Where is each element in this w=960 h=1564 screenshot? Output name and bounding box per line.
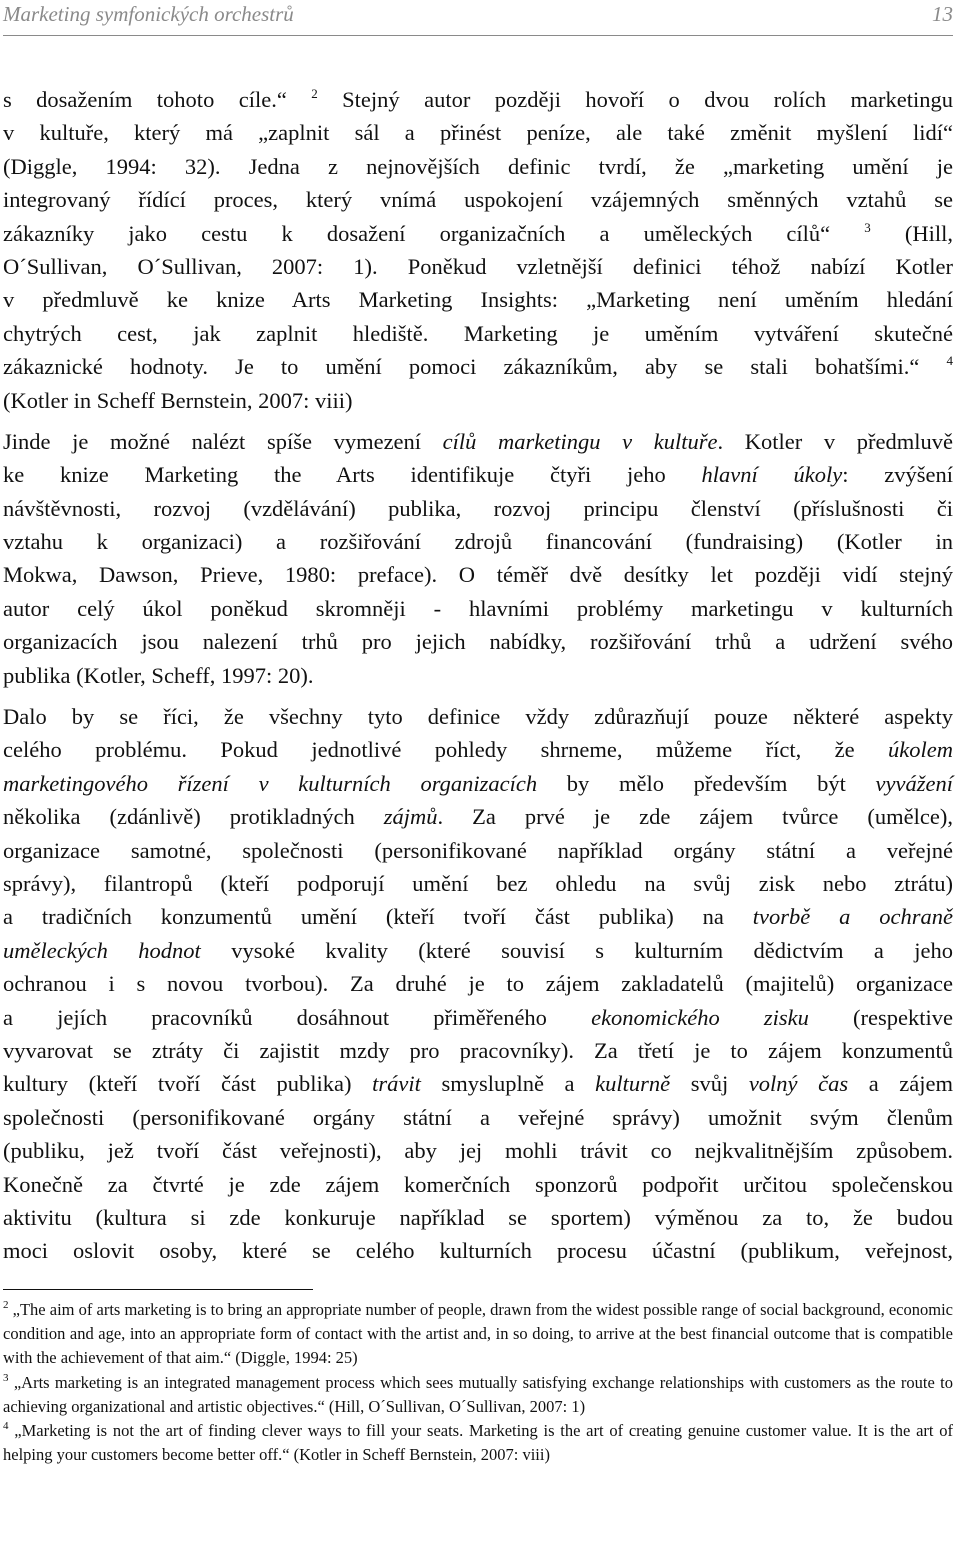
footnote-number: 2 [3,1299,9,1311]
text-line: uměleckých hodnot vysoké kvality (které souvisí s kulturním dědictvím a jeho [3,937,953,963]
text-line: v kultuře, který má „zaplnit sál a přinést peníze, ale také změnit myšlení lidí“ [3,120,953,146]
text-line: v předmluvě ke knize Arts Marketing Insights: „Marketing není uměním hledání [3,287,953,313]
text-line: ke knize Marketing the Arts identifikuje čtyři jeho hlavní úkoly: zvýšení [3,462,953,488]
footnote-separator [3,1289,313,1290]
text-line: (publiku, jež tvoří část veřejnosti), aby jej mohli trávit co nejkvalitnějším způsobem. [3,1138,953,1164]
text-line: integrovaný řídící proces, který vnímá uspokojení vzájemných směnných vztahů se [3,187,953,213]
text-line: několika (zdánlivě) protikladných zájmů. Za prvé je zde zájem tvůrce (umělce), [3,804,953,830]
footnote-text: „Arts marketing is an integrated management process which sees mutually satisfying exchange relationships with customers as the route to achieving organizational and artistic objectives.“ (Hill, O´Sullivan, O´Sullivan, 2007: 1) [3,1372,953,1416]
footnote-text: „The aim of arts marketing is to bring an appropriate number of people, drawn from the widest possible range of social background, economic condition and age, into an appropriate form of contact with the artist and, in so doing, to arrive at the best financial outcome that is compatible with the achievement of that aim.“ (Diggle, 1994: 25) [3,1300,954,1368]
text-line: aktivitu (kultura si zde konkuruje například se sportem) výměnou za to, že budou [3,1204,953,1230]
footnotes [3,1298,953,1467]
footnote-ref-3[interactable]: 3 [864,219,871,235]
text-line: zákaznické hodnoty. Je to umění pomoci zákazníkům, aby se stali bohatšími.“ $^4$ [3,353,953,380]
footnote-2 [3,1298,953,1371]
body-text [3,83,953,1268]
text-line: celého problému. Pokud jednotlivé pohledy shrneme, můžeme říct, že úkolem [3,737,953,763]
text-line: návštěvnosti, rozvoj (vzdělávání) publika, rozvoj principu členství (příslušnosti či [3,495,953,521]
text-line: Jinde je možné nalézt spíše vymezení cílů marketingu v kultuře. Kotler v předmluvě [3,428,953,454]
text-line: organizace samotné, společnosti (personifikované například orgány státní a veřejné [3,837,953,863]
footnote-ref-4[interactable]: 4 [946,353,953,369]
text-line: organizacích jsou nalezení trhů pro jejich nabídky, rozšiřování trhů a udržení svého [3,629,953,655]
paragraph-1 [3,83,953,417]
footnote-ref-2[interactable]: 2 [311,86,318,101]
text-line: autor celý úkol poněkud skromněji - hlavními problémy marketingu v kulturních [3,595,953,621]
footnote-number: 3 [3,1371,9,1384]
footnote-text: „Marketing is not the art of finding clever ways to fill your seats. Marketing is the art of creating genuine customer value. It is the art of helping your customers become better off.“ (Kotler in Scheff Bernstein, 2007: viii) [3,1421,954,1465]
text-line: kultury (kteří tvoří část publika) trávit smysluplně a kulturně svůj volný čas a zájem [3,1071,953,1097]
text-line: společnosti (personifikované orgány státní a veřejné správy) umožnit svým členům [3,1104,953,1130]
text-line: chytrých cest, jak zaplnit hlediště. Marketing je uměním vytváření skutečné [3,320,953,346]
text-line: ochranou i s novou tvorbou). Za druhé je to zájem zakladatelů (majitelů) organizace [3,971,953,997]
header-title: Marketing symfonických orchestrů [3,2,294,26]
text-line: Dalo by se říci, že všechny tyto definice vždy zdůrazňují pouze některé aspekty [3,704,953,730]
text-line: zákazníky jako cestu k dosažení organizačních a uměleckých cílů“ $^3$ (Hill, [3,219,953,246]
text-line: O´Sullivan, O´Sullivan, 2007: 1). Poněkud vzletnější definici téhož nabízí Kotler [3,253,953,279]
paragraph-3 [3,700,953,1268]
text-line: a jejích pracovníků dosáhnout přiměřeného ekonomického zisku (respektive [3,1004,953,1030]
text-line: (Kotler in Scheff Bernstein, 2007: viii) [3,387,353,413]
footnote-3 [3,1371,953,1419]
text-line: správy), filantropů (kteří podporují umění bez ohledu na svůj zisk nebo ztrátu) [3,870,953,896]
running-header [3,2,953,32]
text-line: s dosažením tohoto cíle.“ $^2$ Stejný autor později hovoří o dvou rolích marketingu [3,86,953,112]
text-line: Mokwa, Dawson, Prieve, 1980: preface). O téměř dvě desítky let později vidí stejný [3,562,953,588]
text-line: Konečně za čtvrté je zde zájem komerčních sponzorů podpořit určitou společenskou [3,1171,953,1197]
paragraph-2 [3,425,953,692]
text-line: moci oslovit osoby, které se celého kulturních procesu účastní (publikum, veřejnost, [3,1238,953,1264]
text-line: marketingového řízení v kulturních organizacích by mělo především být vyvážení [3,770,954,796]
text-line: vyvarovat se ztráty či zajistit mzdy pro pracovníky). Za třetí je to zájem konzumentů [3,1037,953,1063]
text-line: (Diggle, 1994: 32). Jedna z nejnovějších definic tvrdí, že „marketing umění je [3,153,953,179]
footnote-4 [3,1419,953,1467]
text-line: vztahu k organizaci) a rozšiřování zdrojů financování (fundraising) (Kotler in [3,529,953,555]
text-line: a tradičních konzumentů umění (kteří tvoří část publika) na tvorbě a ochraně [3,904,953,930]
footnote-number: 4 [3,1420,9,1433]
text-line: publika (Kotler, Scheff, 1997: 20). [3,662,314,688]
page-number: 13 [932,2,953,26]
header-rule [3,35,953,36]
